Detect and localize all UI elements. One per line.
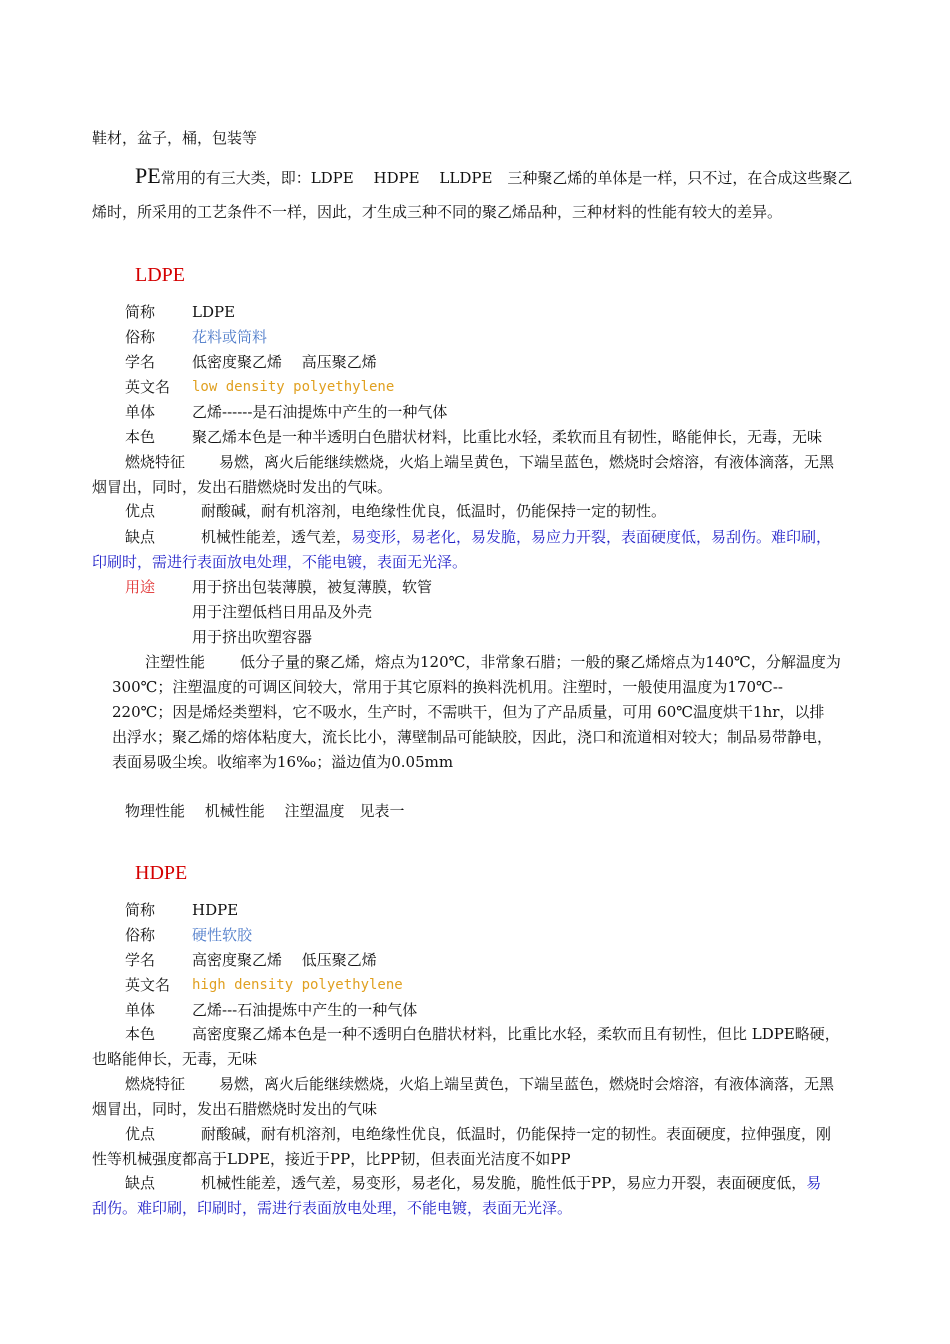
- ldpe-mold-line-2: 300℃；注塑温度的可调区间较大，常用于其它原料的换料洗机用。注塑时，一般使用温度为170℃--: [112, 678, 783, 696]
- ldpe-use-3: 用于挤出吹塑容器: [192, 628, 313, 646]
- ldpe-sci-value: 低密度聚乙烯 高压聚乙烯: [192, 353, 377, 371]
- hdpe-common-label: 俗称: [125, 926, 156, 944]
- ldpe-use-2: 用于注塑低档日用品及外壳: [192, 603, 373, 621]
- hdpe-dis-black: 机械性能差，透气差，易变形，易老化，易发脆，脆性低于PP，易应力开裂，表面硬度低，: [201, 1174, 807, 1192]
- ldpe-monomer-value: 乙烯------是石油提炼中产生的一种气体: [192, 403, 448, 421]
- hdpe-dis-blue-1: 易: [806, 1174, 822, 1192]
- hdpe-adv-value-1: 耐酸碱，耐有机溶剂，电绝缘性优良，低温时，仍能保持一定的韧性。表面硬度，拉伸强度，刚: [201, 1125, 832, 1143]
- hdpe-burn-value-1: 易燃，离火后能继续燃烧，火焰上端呈黄色，下端呈蓝色，燃烧时会熔溶，有液体滴落，无黑: [219, 1075, 835, 1093]
- hdpe-burn-value-2: 烟冒出，同时，发出石腊燃烧时发出的气味: [92, 1100, 378, 1118]
- ldpe-mold-line-1: 低分子量的聚乙烯，熔点为120℃，非常象石腊；一般的聚乙烯熔点为140℃，分解温度为: [240, 653, 841, 671]
- ldpe-dis-blue-2: 印刷时，需进行表面放电处理，不能电镀，表面无光泽。: [92, 553, 468, 571]
- hdpe-en-label: 英文名: [125, 976, 171, 994]
- ldpe-burn-label: 燃烧特征: [125, 453, 186, 471]
- ldpe-burn-value-2: 烟冒出，同时，发出石腊燃烧时发出的气味。: [92, 478, 393, 496]
- ldpe-mold-line-3: 220℃；因是烯烃类塑料，它不吸水，生产时，不需哄干，但为了产品质量，可用 60℃温度烘干1hr，以排: [112, 703, 825, 721]
- ldpe-adv-label: 优点: [125, 502, 156, 520]
- pe-abbreviation: PE: [135, 163, 161, 188]
- hdpe-dis-blue-2: 刮伤。难印刷，印刷时，需进行表面放电处理，不能电镀，表面无光泽。: [92, 1199, 573, 1217]
- intro-line-2-text: 常用的有三大类，即：LDPE HDPE LLDPE 三种聚乙烯的单体是一样，只不过，在合成这些聚乙: [160, 169, 853, 187]
- hdpe-heading: HDPE: [135, 862, 188, 884]
- intro-line-2: [135, 163, 853, 188]
- hdpe-burn-label: 燃烧特征: [125, 1075, 186, 1093]
- ldpe-dis-label: 缺点: [125, 528, 156, 546]
- intro-line-1: 鞋材，盆子，桶，包装等: [92, 129, 258, 147]
- ldpe-abbr-label: 简称: [125, 303, 156, 321]
- hdpe-dis-line-1: [201, 1173, 821, 1193]
- ldpe-props-line: 物理性能 机械性能 注塑温度 见表一: [125, 802, 405, 820]
- ldpe-burn-value-1: 易燃，离火后能继续燃烧，火焰上端呈黄色，下端呈蓝色，燃烧时会熔溶，有液体滴落，无黑: [219, 453, 835, 471]
- hdpe-en-value: high density polyethylene: [192, 977, 403, 993]
- hdpe-sci-label: 学名: [125, 951, 156, 969]
- ldpe-color-value: 聚乙烯本色是一种半透明白色腊状材料，比重比水轻，柔软而且有韧性，略能伸长，无毒，无味: [192, 428, 823, 446]
- hdpe-monomer-label: 单体: [125, 1001, 156, 1019]
- ldpe-dis-line-1: [201, 527, 831, 547]
- ldpe-en-value: low density polyethylene: [192, 379, 395, 395]
- ldpe-mold-label: 注塑性能: [145, 653, 206, 671]
- ldpe-heading: LDPE: [135, 264, 185, 286]
- hdpe-color-label: 本色: [125, 1025, 156, 1043]
- hdpe-dis-label: 缺点: [125, 1174, 156, 1192]
- hdpe-color-value-1: 高密度聚乙烯本色是一种不透明白色腊状材料，比重比水轻，柔软而且有韧性，但比 LDPE略硬，: [192, 1025, 840, 1043]
- hdpe-adv-value-2: 性等机械强度都高于LDPE，接近于PP，比PP韧，但表面光洁度不如PP: [92, 1150, 571, 1168]
- ldpe-mold-line-5: 表面易吸尘埃。收缩率为16‰；溢边值为0.05mm: [112, 753, 454, 771]
- ldpe-dis-black: 机械性能差，透气差，: [201, 528, 352, 546]
- ldpe-sci-label: 学名: [125, 353, 156, 371]
- ldpe-use-1: 用于挤出包装薄膜，被复薄膜，软管: [192, 578, 433, 596]
- ldpe-dis-blue-1: 易变形，易老化，易发脆，易应力开裂，表面硬度低，易刮伤。难印刷，: [351, 528, 832, 546]
- intro-line-3: 烯时，所采用的工艺条件不一样，因此，才生成三种不同的聚乙烯品种，三种材料的性能有较大的差异。: [92, 203, 783, 221]
- hdpe-common-value: 硬性软胶: [192, 926, 253, 944]
- ldpe-en-label: 英文名: [125, 378, 171, 396]
- hdpe-color-value-2: 也略能伸长，无毒，无味: [92, 1050, 258, 1068]
- hdpe-sci-value: 高密度聚乙烯 低压聚乙烯: [192, 951, 377, 969]
- ldpe-abbr-value: LDPE: [192, 303, 236, 321]
- ldpe-color-label: 本色: [125, 428, 156, 446]
- ldpe-mold-line-4: 出浮水；聚乙烯的熔体粘度大，流长比小，薄壁制品可能缺胶，因此，浇口和流道相对较大；制品易带静电，: [112, 728, 833, 746]
- hdpe-monomer-value: 乙烯---石油提炼中产生的一种气体: [192, 1001, 418, 1019]
- ldpe-common-label: 俗称: [125, 328, 156, 346]
- hdpe-abbr-value: HDPE: [192, 901, 239, 919]
- ldpe-common-value: 花料或筒料: [192, 328, 268, 346]
- ldpe-monomer-label: 单体: [125, 403, 156, 421]
- ldpe-adv-value: 耐酸碱，耐有机溶剂，电绝缘性优良，低温时，仍能保持一定的韧性。: [201, 502, 667, 520]
- hdpe-adv-label: 优点: [125, 1125, 156, 1143]
- hdpe-abbr-label: 简称: [125, 901, 156, 919]
- ldpe-use-label: 用途: [125, 578, 156, 596]
